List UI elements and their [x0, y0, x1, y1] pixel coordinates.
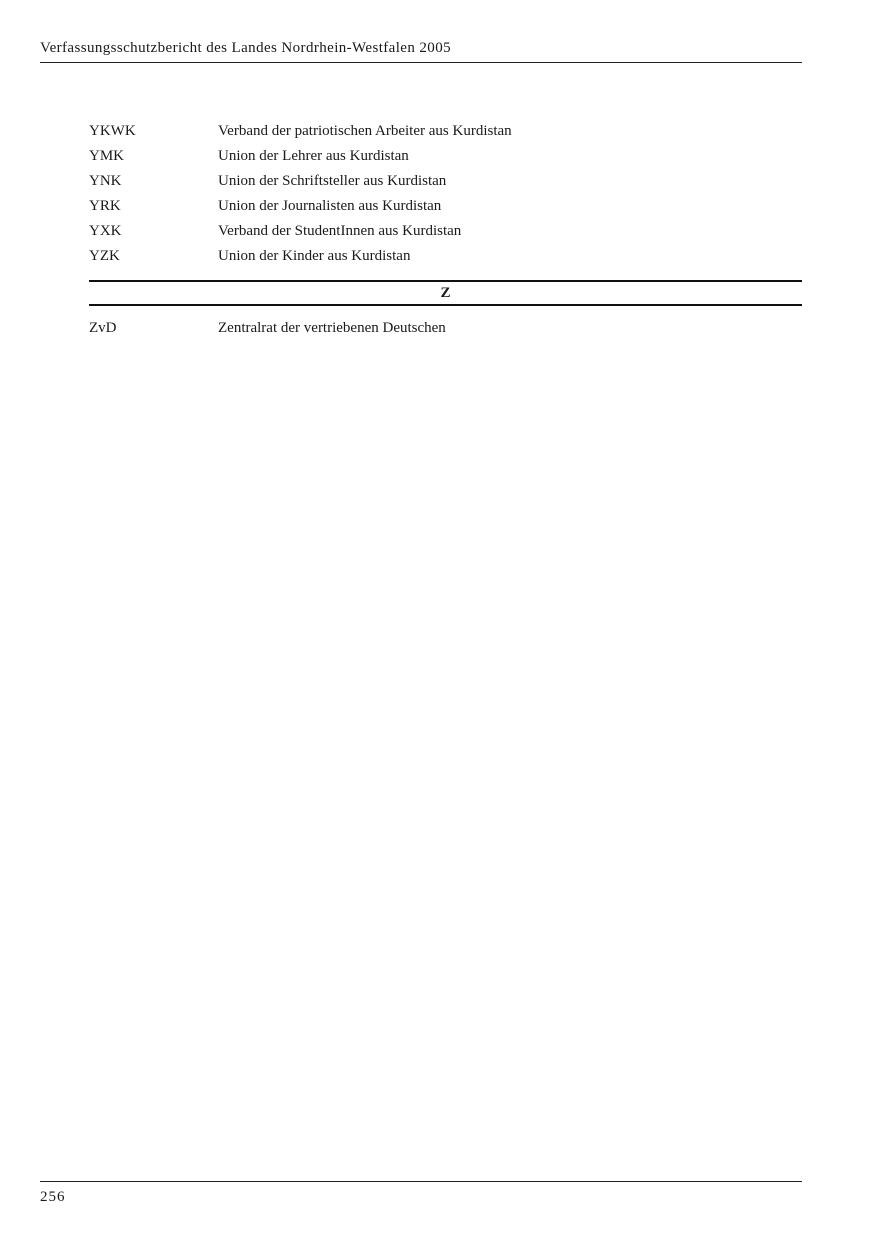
- abbreviation: ZvD: [89, 320, 117, 336]
- abbreviation: YRK: [89, 198, 121, 214]
- abbreviation-list: [89, 119, 802, 341]
- abbreviation: YNK: [89, 173, 122, 189]
- abbreviation-entry: [89, 244, 802, 269]
- running-header: [40, 40, 802, 63]
- section-letter: Z: [440, 285, 451, 301]
- full-term: Union der Kinder aus Kurdistan: [218, 248, 411, 264]
- section-heading-z: [89, 280, 802, 306]
- full-term: Zentralrat der vertriebenen Deutschen: [218, 320, 446, 336]
- page-number: 256: [40, 1189, 66, 1205]
- full-term: Union der Journalisten aus Kurdistan: [218, 198, 442, 214]
- abbreviation-entry: [89, 219, 802, 244]
- abbreviation-entry: [89, 194, 802, 219]
- full-term: Verband der patriotischen Arbeiter aus Kurdistan: [218, 123, 512, 139]
- abbreviation: YMK: [89, 148, 125, 164]
- full-term: Verband der StudentInnen aus Kurdistan: [218, 223, 462, 239]
- abbreviation-entry: [89, 169, 802, 194]
- full-term: Union der Schriftsteller aus Kurdistan: [218, 173, 447, 189]
- document-title: Verfassungsschutzbericht des Landes Nordrhein-Westfalen 2005: [40, 40, 452, 56]
- abbreviation: YXK: [89, 223, 122, 239]
- abbreviation-entry: [89, 144, 802, 169]
- abbreviation-entry: [89, 316, 802, 341]
- abbreviation: YZK: [89, 248, 120, 264]
- abbreviation: YKWK: [89, 123, 136, 139]
- abbreviation-entry: [89, 119, 802, 144]
- page-footer: [40, 1181, 802, 1206]
- full-term: Union der Lehrer aus Kurdistan: [218, 148, 409, 164]
